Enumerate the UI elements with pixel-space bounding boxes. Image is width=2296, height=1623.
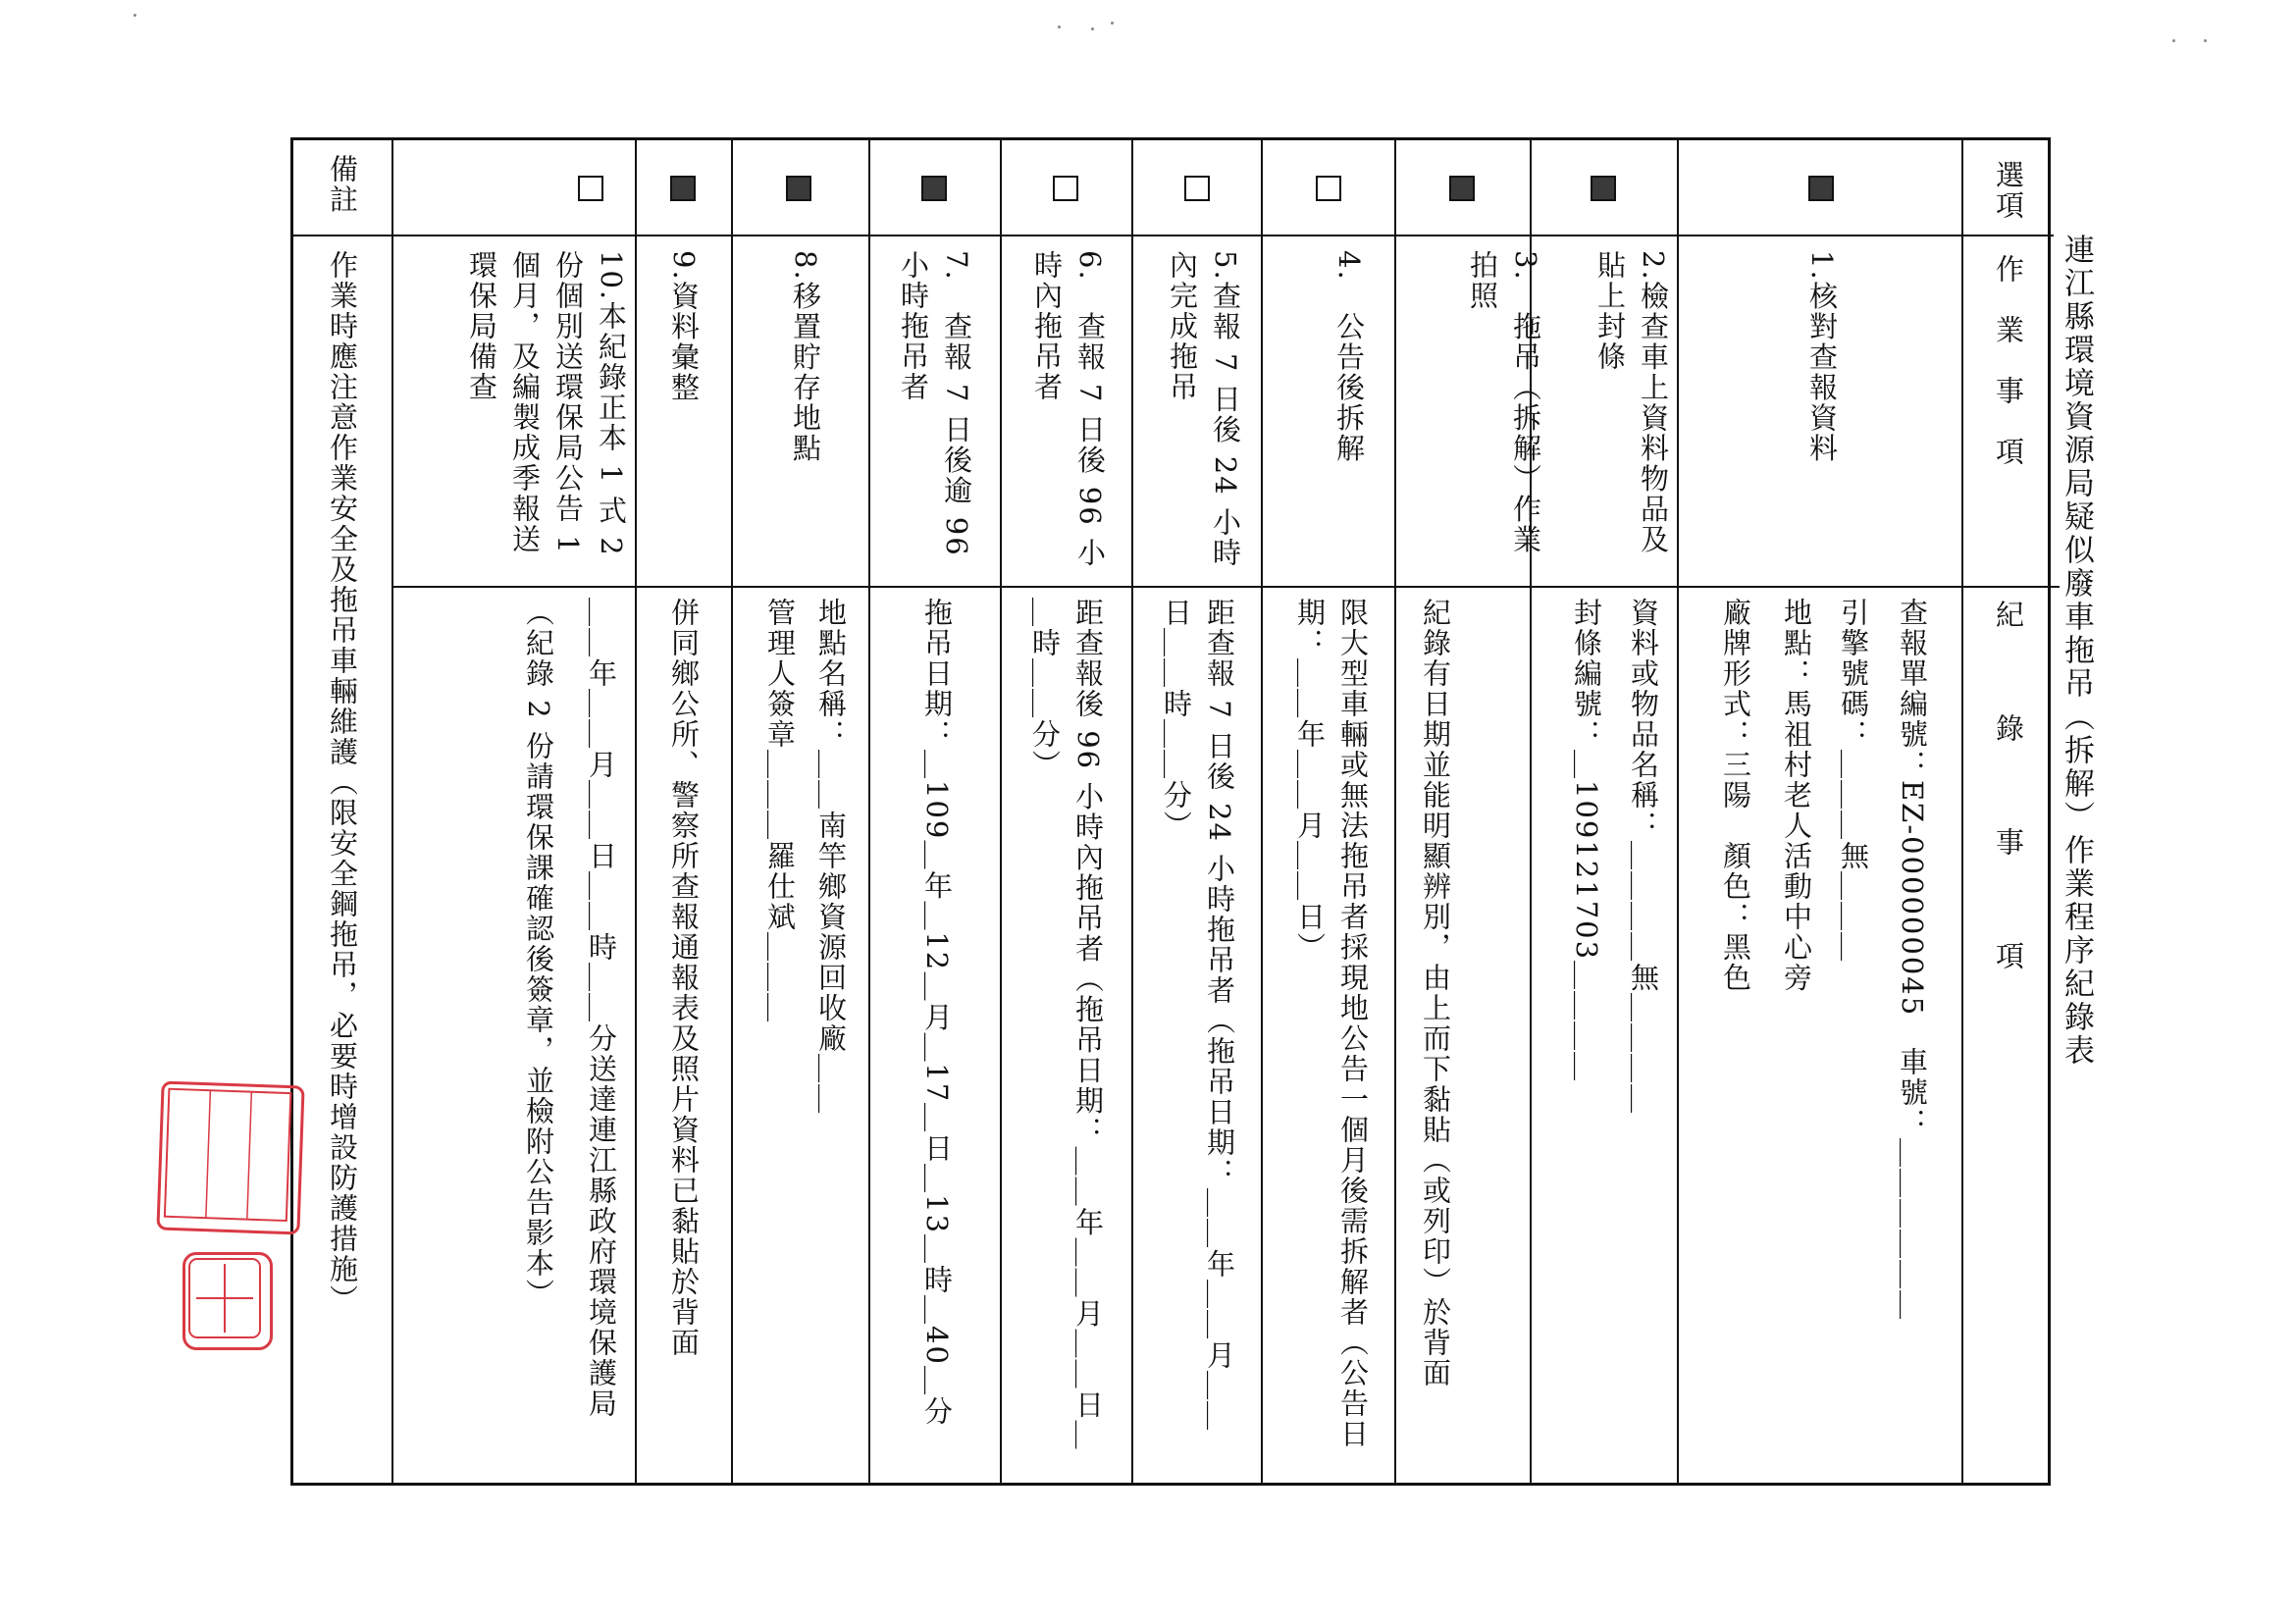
row-1-record-line-3: 地點：馬祖村老人活動中心旁	[1780, 598, 1813, 993]
row-5-checkbox[interactable]	[1184, 176, 1210, 201]
task-record-line	[391, 586, 2060, 588]
remarks-label: 備註	[326, 154, 359, 215]
header-column-divider	[1961, 140, 1963, 1483]
row-1-record-line-4: 廠牌形式：三陽 顏色：黑色	[1719, 598, 1752, 993]
document-title: 連江縣環境資源局疑似廢車拖吊（拆解）作業程序紀錄表	[2059, 234, 2094, 1068]
header-option: 選項	[1992, 160, 2025, 221]
row-8-checkbox[interactable]	[786, 176, 811, 201]
row-7-task: 7. 查報 7 日後逾 96 小時拖吊者	[897, 250, 973, 557]
row-5-task: 5.查報 7 日後 24 小時內完成拖吊	[1166, 250, 1242, 568]
remarks-divider	[391, 140, 393, 1483]
row-divider-7	[868, 140, 870, 1483]
form-table: 選項 作 業 事 項 紀 錄 事 項 1.核對查報資料 查報單編號：EZ-000000045 車號：＿＿＿＿＿＿ 引擎號碼：＿＿＿無＿＿＿ 地點：馬祖村老人活動中心旁 廠牌形式：三陽 顏色：黑色 2.檢查車上資料物品及貼上封條 資料或物品名稱：＿＿＿＿無＿＿＿＿ 封條編號：＿109121703＿＿＿＿ 3. 拖吊（拆解）作業拍照 紀錄有日期並能明顯辨別，由上而下黏貼（或列印）於背面 4. 公告後拆解 限大型車輛或無法拖吊者採現地公告一個月後需拆解者（公告日期：＿＿年＿＿月＿＿日） 5.查報 7 日後 24 小時內完成拖吊 距查報 7 日後 24 小時拖吊者（拖吊日期：＿＿年＿＿月＿＿日＿＿時＿＿分） 6. 查報 7 日後 96 小時內拖吊者 距查報後 96 小時內拖吊者（拖吊日期：＿＿年＿＿月＿＿日＿＿時＿＿分） 7. 查報 7 日後逾 96 小時拖吊者 拖吊日期：＿109＿年＿12＿月＿17＿日＿13＿時＿40＿分 8.移置貯存地點 地點名稱：＿＿南竿鄉資源回收廠＿＿ 管理人簽章＿＿＿羅仕斌＿＿＿ 9.資料彙整 併同鄉公所、警察所查報通報表及照片資料已黏貼於背面 10.本紀錄正本 1 式 2 份個別送環保局公告 1 個月，及編製成季報送環保局備查 ＿＿年＿＿月＿＿日＿＿時＿＿分送達連江縣政府環境保護局 （紀錄 2 份請環保課確認後簽章，並檢附公告影本） 備註 作業時應注意作業安全及拖吊車輛維護（限安全鋼拖吊，必要時增設防護措施）	[290, 137, 2051, 1486]
scan-mark	[2172, 39, 2175, 42]
header-task: 作 業 事 項	[1992, 254, 2025, 467]
row-1-record-line-2: 引擎號碼：＿＿＿無＿＿＿	[1837, 598, 1870, 963]
row-2-record-line-2: 封條編號：＿109121703＿＿＿＿	[1570, 598, 1603, 1083]
row-1-task: 1.核對查報資料	[1805, 250, 1839, 464]
scan-mark	[1091, 27, 1094, 30]
row-divider-5	[1131, 140, 1133, 1483]
row-divider-6	[1000, 140, 1002, 1483]
row-divider-9	[635, 140, 637, 1483]
row-8-task: 8.移置貯存地點	[789, 250, 822, 464]
row-7-checkbox[interactable]	[921, 176, 947, 201]
person-seal-graphic	[183, 1252, 267, 1344]
row-8-record-line-2: 管理人簽章＿＿＿羅仕斌＿＿＿	[763, 598, 797, 1023]
company-seal	[156, 1080, 304, 1234]
row-6-task: 6. 查報 7 日後 96 小時內拖吊者	[1030, 250, 1107, 568]
row-7-record-line-1: 拖吊日期：＿109＿年＿12＿月＿17＿日＿13＿時＿40＿分	[920, 598, 954, 1427]
row-4-task: 4. 公告後拆解	[1332, 250, 1366, 464]
row-10-record-line-1: ＿＿年＿＿月＿＿日＿＿時＿＿分送達連江縣政府環境保護局	[585, 598, 618, 1419]
row-4-checkbox[interactable]	[1316, 176, 1341, 201]
row-2-task: 2.檢查車上資料物品及貼上封條	[1593, 250, 1670, 555]
row-1-checkbox[interactable]	[1808, 176, 1834, 201]
row-divider-1	[1677, 140, 1679, 1483]
row-divider-4	[1261, 140, 1263, 1483]
row-5-record-line-1: 距查報 7 日後 24 小時拖吊者（拖吊日期：＿＿年＿＿月＿＿日＿＿時＿＿分）	[1160, 598, 1236, 1433]
row-divider-3	[1394, 140, 1396, 1483]
option-column-line	[293, 235, 2054, 236]
row-9-task: 9.資料彙整	[667, 250, 701, 403]
row-9-checkbox[interactable]	[670, 176, 696, 201]
scan-mark	[133, 14, 136, 17]
row-8-record-line-1: 地點名稱：＿＿南竿鄉資源回收廠＿＿	[814, 598, 848, 1115]
row-3-checkbox[interactable]	[1449, 176, 1475, 201]
row-6-checkbox[interactable]	[1053, 176, 1078, 201]
row-2-record-line-1: 資料或物品名稱：＿＿＿＿無＿＿＿＿	[1627, 598, 1660, 1115]
row-10-checkbox[interactable]	[578, 176, 603, 201]
company-seal-graphic	[157, 1080, 299, 1229]
row-1-record-line-1: 查報單編號：EZ-000000045 車號：＿＿＿＿＿＿	[1896, 598, 1929, 1322]
row-divider-8	[731, 140, 733, 1483]
header-record: 紀 錄 事 項	[1992, 600, 2025, 969]
row-3-task: 3. 拖吊（拆解）作業拍照	[1466, 250, 1542, 555]
row-9-record-line-1: 併同鄉公所、警察所查報通報表及照片資料已黏貼於背面	[667, 598, 701, 1358]
row-6-record-line-1: 距查報後 96 小時內拖吊者（拖吊日期：＿＿年＿＿月＿＿日＿＿時＿＿分）	[1028, 598, 1105, 1451]
person-seal	[183, 1252, 273, 1350]
scan-mark	[2204, 39, 2207, 42]
row-4-record-line-1: 限大型車輛或無法拖吊者採現地公告一個月後需拆解者（公告日期：＿＿年＿＿月＿＿日）	[1293, 598, 1370, 1449]
row-10-record-line-2: （紀錄 2 份請環保課確認後簽章，並檢附公告影本）	[522, 598, 555, 1309]
scan-mark	[1058, 26, 1061, 28]
row-10-task: 10.本紀錄正本 1 式 2 份個別送環保局公告 1 個月，及編製成季報送環保局備查	[465, 250, 628, 557]
remarks-text: 作業時應注意作業安全及拖吊車輛維護（限安全鋼拖吊，必要時增設防護措施）	[326, 250, 359, 1315]
row-2-checkbox[interactable]	[1591, 176, 1616, 201]
scan-mark	[1111, 22, 1114, 25]
